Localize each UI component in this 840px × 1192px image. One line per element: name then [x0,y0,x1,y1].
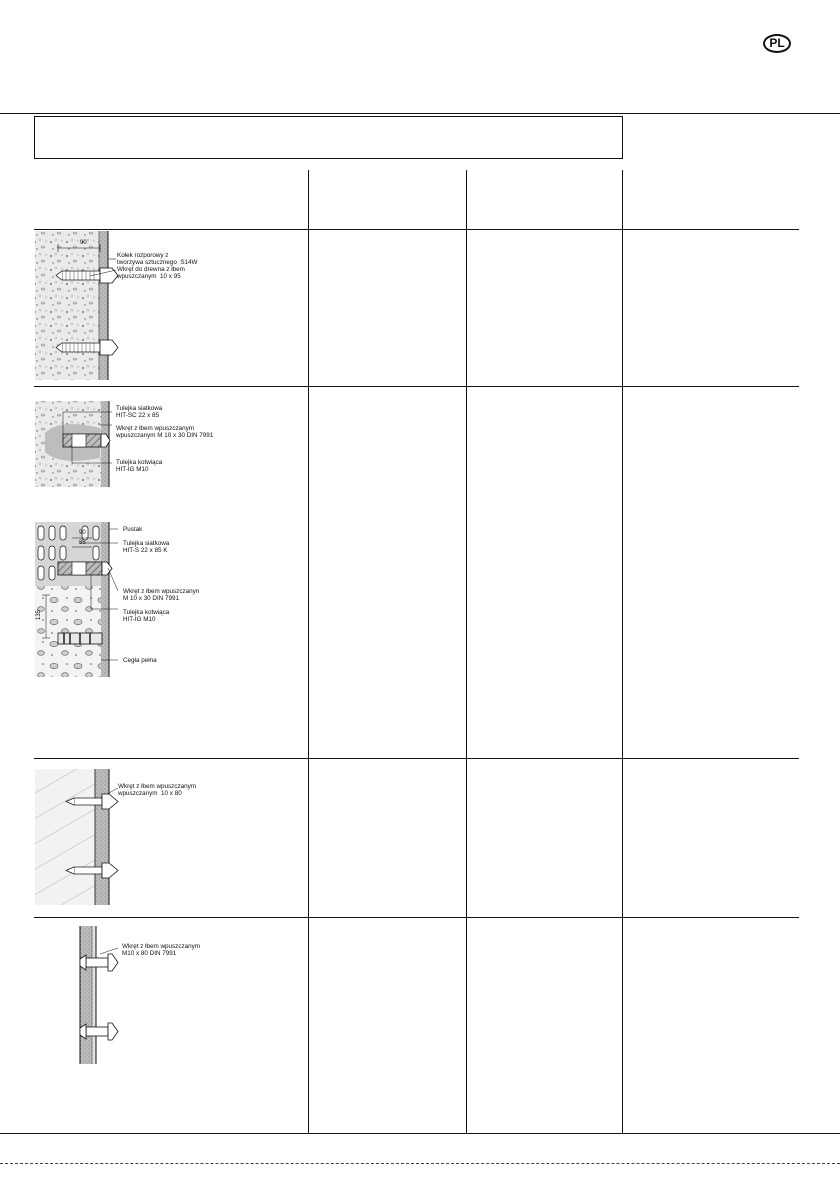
panel-bolt-upper [80,954,118,971]
block-label: Pustak [123,526,143,533]
screw-label: Wkręt z łbem wpuszczanym wpuszczanym M 10 x 30 DIN 7991 [116,425,214,439]
anchor-label: Tulejka kotwiąca HIT-IG M10 [116,459,163,473]
sleeve-label: Tulejka siatkowa HIT-S 22 x 85 K [123,540,170,554]
screw-label: Wkręt z łbem wpuszczanyn M 10 x 30 DIN 7991 [123,588,200,602]
dimension-label: 90 [79,530,86,536]
language-badge: PL [763,34,791,53]
cut-line [0,1163,840,1164]
screw-label: Wkręt z łbem wpuszczanym wpuszczanym 10 x 80 [118,783,197,797]
dimension-label: 90 [80,240,87,246]
dimension-label: 135 [36,609,43,621]
plug-label: Kołek rozporowy z tworzywa sztucznego S14W [117,252,198,266]
panel-bolt-lower [80,1023,118,1040]
anchor-label: Tulejka kotwiąca HIT-IG M10 [123,609,170,623]
dimension-label: 85 [79,540,86,546]
sleeve-label: Tulejka siatkowa HIT-SC 22 x 85 [116,405,163,419]
brick-label: Cegła pełna [123,657,157,664]
screw-label: Wkręt do drewna z łbem wpuszczanym 10 x 95 [117,266,185,280]
screw-label: Wkręt z łbem wpuszczanym M10 x 80 DIN 7991 [122,943,201,957]
